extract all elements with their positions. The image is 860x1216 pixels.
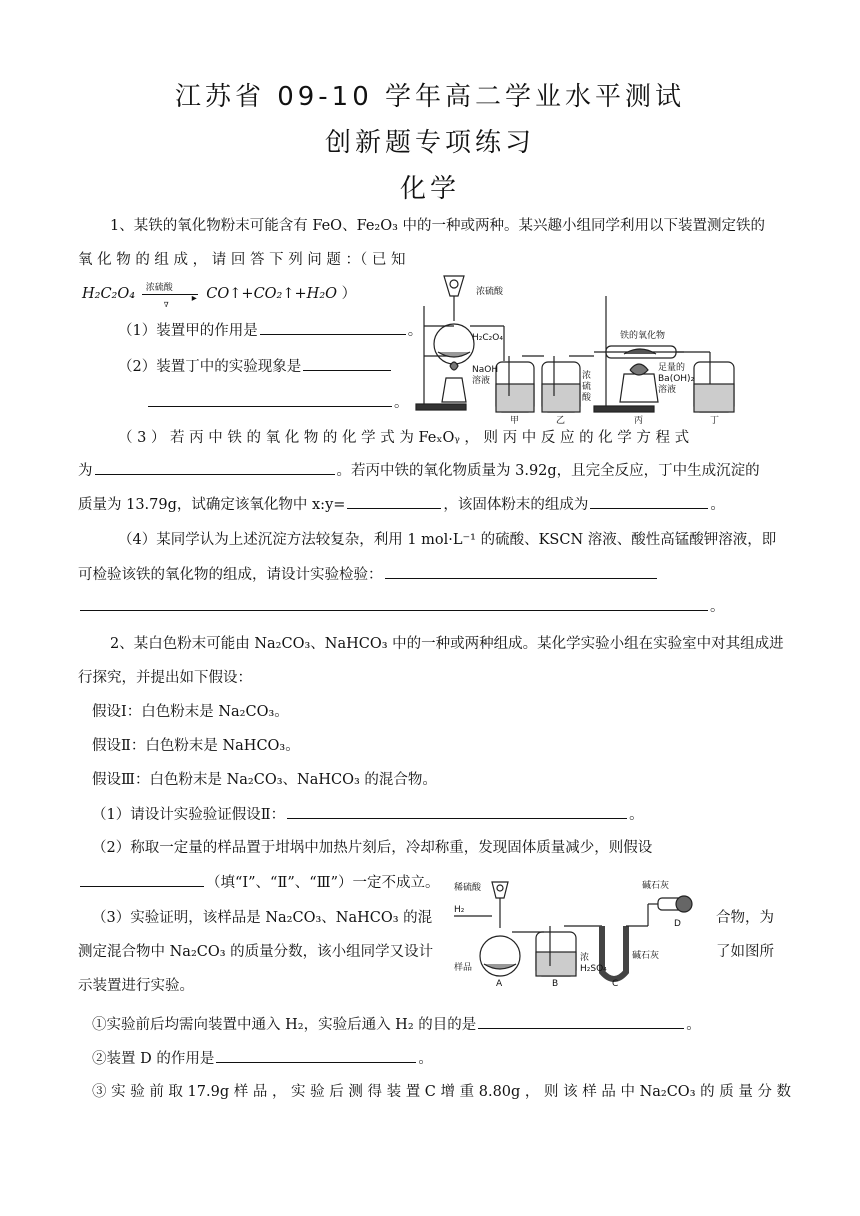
answer-blank[interactable] [95, 460, 335, 475]
label-conc: 浓 [580, 953, 590, 963]
q2-part3-line1b: 合物，为 [716, 910, 774, 926]
q2-part2-line1: （2）称取一定量的样品置于坩埚中加热片刻后，冷却称重，发现固体质量减少，则假设 [92, 840, 653, 856]
answer-blank[interactable] [590, 494, 708, 509]
label-c: C [612, 979, 619, 988]
label-baoh2: Ba(OH)₂ [658, 374, 695, 384]
label-d: D [674, 919, 681, 929]
q1-part4-line2: 可检验该铁的氧化物的组成，请设计实验检验： [78, 564, 659, 585]
label-soda-lime-c: 碱石灰 [632, 951, 660, 961]
q2-intro-line1: 2、某白色粉末可能由 Na₂CO₃、NaHCO₃ 中的一种或两种组成。某化学实验小组在实验室中对其组成进 [110, 636, 784, 652]
q2-part3-line3: 示装置进行实验。 [78, 978, 194, 994]
q1-part3-line3: 质量为 13.79g，试确定该氧化物中 x:y= ，该固体粉末的组成为 。 [78, 494, 725, 515]
q1-part2: （2）装置丁中的实验现象是 [118, 356, 393, 377]
eq-products: CO↑+CO₂↑+H₂O [206, 286, 338, 302]
q1-part4-line3: 。 [78, 596, 725, 617]
label-dilute-sulfuric: 稀硫酸 [454, 883, 482, 893]
label-jia: 甲 [510, 416, 520, 426]
label-h2: H₂ [454, 905, 465, 915]
label-naoh-solution: 溶液 [472, 376, 491, 386]
apparatus-figure-2 [452, 876, 712, 988]
q1-part1: （1）装置甲的作用是 。 [118, 320, 422, 341]
eq-reactant: H₂C₂O₄ [82, 286, 136, 302]
q2-hypothesis-2: 假设Ⅱ：白色粉末是 NaHCO₃。 [92, 738, 300, 754]
apparatus-figure-1 [414, 266, 764, 426]
label-sulf-char: 硫 [582, 382, 592, 392]
label-conc-char: 浓 [582, 371, 592, 381]
eq-arrow: 浓硫酸 ▸ ∇ [140, 284, 202, 304]
q1-part3-line1: （ 3 ） 若 丙 中 铁 的 氧 化 物 的 化 学 式 为 FeₓOᵧ ， 则 丙 中 反 应 的 化 学 方 程 式 [118, 430, 690, 446]
q1-intro-line1: 1、某铁的氧化物粉末可能含有 FeO、Fe₂O₃ 中的一种或两种。某兴趣小组同学利用以下装置测定铁的 [110, 218, 766, 234]
answer-blank[interactable] [80, 596, 708, 611]
answer-blank[interactable] [303, 356, 391, 371]
doc-subtitle: 创新题专项练习 [324, 128, 535, 158]
q2-part1: （1）请设计实验验证假设Ⅱ： 。 [92, 804, 644, 825]
label-conc-sulfuric: 浓硫酸 [476, 287, 504, 297]
label-a: A [496, 979, 503, 988]
label-yi: 乙 [556, 416, 566, 426]
answer-blank[interactable] [148, 392, 392, 407]
q2-part2-line2: （填“Ⅰ”、“Ⅱ”、“Ⅲ”）一定不成立。 [78, 872, 440, 893]
q1-part3-line2: 为 。若丙中铁的氧化物质量为 3.92g，且完全反应，丁中生成沉淀的 [78, 460, 760, 481]
q2-intro-line2: 行探究，并提出如下假设： [78, 670, 252, 686]
answer-blank[interactable] [347, 494, 441, 509]
label-soda-lime-d: 碱石灰 [642, 881, 670, 891]
q2-step3: ③ 实 验 前 取 17.9g 样 品 ， 实 验 后 测 得 装 置 C 增 重 8.80g ， 则 该 样 品 中 Na₂CO₃ 的 质 量 分 数 [92, 1084, 792, 1100]
answer-blank[interactable] [260, 320, 406, 335]
label-solution: 溶液 [658, 385, 677, 395]
q2-step2: ②装置 D 的作用是 。 [92, 1048, 433, 1069]
label-excess: 足量的 [658, 363, 686, 373]
label-b: B [552, 979, 559, 988]
doc-title: 江苏省 09-10 学年高二学业水平测试 [174, 82, 686, 112]
eq-close: ） [341, 286, 357, 302]
answer-blank[interactable] [216, 1048, 416, 1063]
answer-blank[interactable] [80, 872, 204, 887]
label-naoh: NaOH [472, 365, 499, 375]
q2-hypothesis-3: 假设Ⅲ：白色粉末是 Na₂CO₃、NaHCO₃ 的混合物。 [92, 772, 437, 788]
q1-part4-line1: （4）某同学认为上述沉淀方法较复杂，利用 1 mol·L⁻¹ 的硫酸、KSCN 溶液、酸性高锰酸钾溶液，即 [118, 532, 777, 548]
label-iron-oxide: 铁的氧化物 [620, 331, 666, 341]
eq-condition: 浓硫酸 [145, 283, 173, 293]
label-h2so4: H₂SO₄ [580, 964, 607, 974]
answer-blank[interactable] [385, 564, 657, 579]
label-acid-char: 酸 [582, 393, 592, 403]
q2-step1: ①实验前后均需向装置中通入 H₂，实验后通入 H₂ 的目的是 。 [92, 1014, 701, 1035]
q2-part3-line2a: 测定混合物中 Na₂CO₃ 的质量分数，该小组同学又设计 [78, 944, 434, 960]
q2-part3-line1a: （3）实验证明，该样品是 Na₂CO₃、NaHCO₃ 的混 [92, 910, 433, 926]
answer-blank[interactable] [287, 804, 627, 819]
label-bing: 丙 [634, 416, 644, 426]
q1-equation [82, 283, 357, 309]
label-h2c2o4: H₂C₂O₄ [472, 333, 503, 343]
q2-hypothesis-1: 假设Ⅰ：白色粉末是 Na₂CO₃。 [92, 704, 289, 720]
q1-part2-cont: 。 [146, 392, 409, 413]
doc-subject: 化学 [399, 174, 460, 204]
label-sample: 样品 [454, 963, 473, 973]
answer-blank[interactable] [478, 1014, 684, 1029]
q1-intro-line2: 氧 化 物 的 组 成 ， 请 回 答 下 列 问 题 ：（ 已 知 [78, 252, 406, 268]
q2-part3-line2b: 了如图所 [716, 944, 774, 960]
label-ding: 丁 [710, 416, 720, 426]
eq-heat: ∇ [163, 301, 169, 309]
